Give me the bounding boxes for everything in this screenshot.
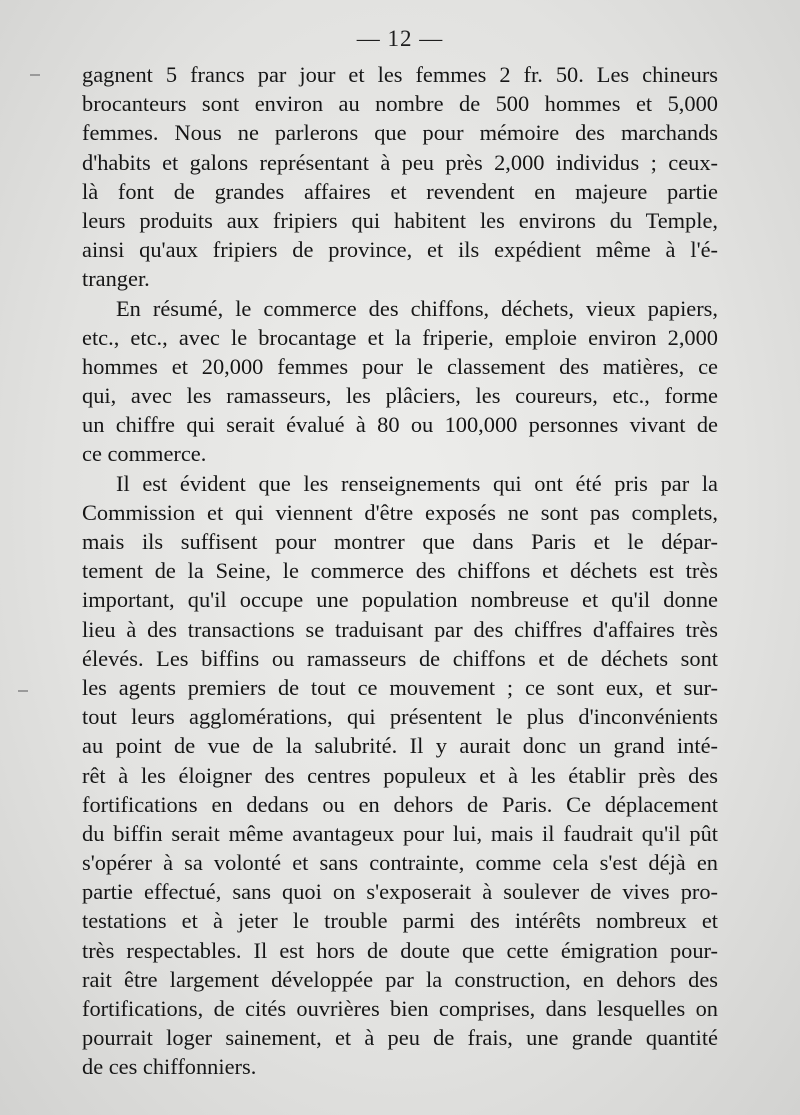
text-line: important, qu'il occupe une population nombreuse et qu'il donne bbox=[82, 587, 718, 613]
text-line: ainsi qu'aux fripiers de province, et ils expédient même à l'é- bbox=[82, 237, 718, 263]
text-line: de ces chiffonniers. bbox=[82, 1054, 257, 1080]
paragraph bbox=[82, 294, 718, 469]
paragraph bbox=[82, 60, 718, 294]
text-line: rêt à les éloigner des centres populeux et à les établir près des bbox=[82, 762, 718, 788]
text-line: ce commerce. bbox=[82, 441, 207, 467]
text-line: d'habits et galons représentant à peu près 2,000 individus ; ceux- bbox=[82, 149, 718, 175]
text-line: etc., etc., avec le brocantage et la friperie, emploie environ 2,000 bbox=[82, 324, 718, 350]
text-line: tout leurs agglomérations, qui présentent le plus d'inconvénients bbox=[82, 704, 718, 730]
text-line: femmes. Nous ne parlerons que pour mémoire des marchands bbox=[82, 120, 718, 146]
text-line: pourrait loger sainement, et à peu de frais, une grande quantité bbox=[82, 1025, 718, 1051]
text-line: testations et à jeter le trouble parmi des intérêts nombreux et bbox=[82, 908, 718, 934]
text-line: fortifications, de cités ouvrières bien comprises, dans lesquelles on bbox=[82, 996, 718, 1021]
text-line: qui, avec les ramasseurs, les plâciers, les coureurs, etc., forme bbox=[82, 383, 718, 409]
text-line: leurs produits aux fripiers qui habitent les environs du Temple, bbox=[82, 207, 718, 233]
text-line: brocanteurs sont environ au nombre de 500 hommes et 5,000 bbox=[82, 91, 718, 117]
text-line: partie effectué, sans quoi on s'exposerait à soulever de vives pro- bbox=[82, 879, 718, 905]
text-line: les agents premiers de tout ce mouvement ; ce sont eux, et sur- bbox=[82, 674, 718, 700]
text-line: lieu à des transactions se traduisant par des chiffres d'affaires très bbox=[82, 616, 718, 642]
text-line: au point de vue de la salubrité. Il y aurait donc un grand inté- bbox=[82, 733, 718, 759]
text-line: rait être largement développée par la construction, en dehors des bbox=[82, 966, 718, 992]
page-number: — 12 — bbox=[356, 26, 444, 51]
body-text bbox=[82, 60, 718, 1082]
text-line: élevés. Les biffins ou ramasseurs de chiffons et de déchets sont bbox=[82, 645, 718, 671]
text-line: fortifications en dedans ou en dehors de Paris. Ce déplacement bbox=[82, 791, 718, 817]
text-line: très respectables. Il est hors de doute que cette émigration pour- bbox=[82, 937, 718, 963]
text-line: hommes et 20,000 femmes pour le classement des matières, ce bbox=[82, 353, 718, 379]
text-line: En résumé, le commerce des chiffons, déchets, vieux papiers, bbox=[116, 295, 718, 321]
text-line: Il est évident que les renseignements qui ont été pris par la bbox=[116, 470, 718, 496]
text-line: là font de grandes affaires et revendent en majeure partie bbox=[82, 178, 718, 204]
text-line: s'opérer à sa volonté et sans contrainte, comme cela s'est déjà en bbox=[82, 850, 718, 876]
text-line: Commission et qui viennent d'être exposés ne sont pas complets, bbox=[82, 499, 718, 525]
paragraph bbox=[82, 469, 718, 1082]
text-line: tement de la Seine, le commerce des chiffons et déchets est très bbox=[82, 558, 718, 584]
text-line: un chiffre qui serait évalué à 80 ou 100,000 personnes vivant de bbox=[82, 412, 718, 438]
text-line: du biffin serait même avantageux pour lui, mais il faudrait qu'il pût bbox=[82, 820, 718, 846]
text-line: tranger. bbox=[82, 266, 150, 292]
text-line: gagnent 5 francs par jour et les femmes 2 fr. 50. Les chineurs bbox=[82, 62, 718, 87]
margin-mark bbox=[18, 690, 28, 692]
text-line: mais ils suffisent pour montrer que dans Paris et le dépar- bbox=[82, 529, 718, 554]
margin-mark bbox=[30, 74, 40, 76]
